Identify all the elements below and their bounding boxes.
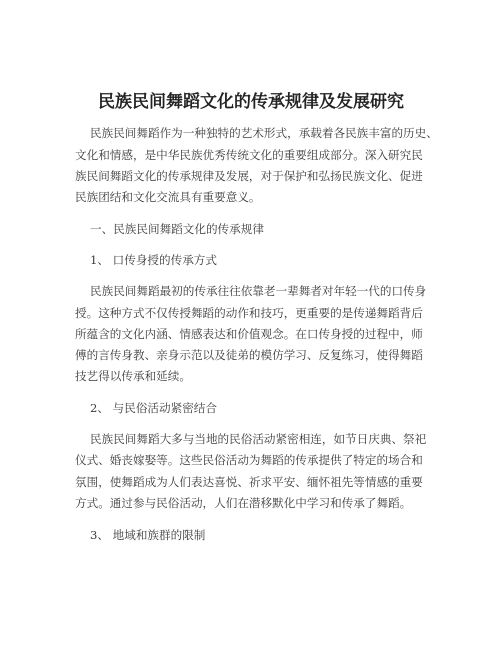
paragraph-line: 民族民间舞蹈最初的传承往往依靠老一辈舞者对年轻一代的口传身 [90,284,427,298]
paragraph-line: 授。这种方式不仅传授舞蹈的动作和技巧，更重要的是传递舞蹈背后 [75,306,423,320]
paragraph-line: 民族民间舞蹈大多与当地的民俗活动紧密相连，如节日庆典、祭祀 [90,432,427,446]
paragraph-line: 仪式、婚丧嫁娶等。这些民俗活动为舞蹈的传承提供了特定的场合和 [75,453,423,467]
paragraph-line: 方式。通过参与民俗活动，人们在潜移默化中学习和传承了舞蹈。 [75,496,412,510]
section-heading: 一、民族民间舞蹈文化的传承规律 [90,222,264,236]
intro-line: 文化和情感，是中华民族优秀传统文化的重要组成部分。深入研究民 [75,148,423,162]
intro-line: 民族民间舞蹈作为一种独特的艺术形式，承载着各民族丰富的历史、 [90,126,438,140]
subsection-heading: 3、 地域和族群的限制 [90,528,206,542]
paragraph-line: 所蕴含的文化内涵、情感表达和价值观念。在口传身授的过程中，师 [75,327,423,341]
paragraph-line: 氛围，使舞蹈成为人们表达喜悦、祈求平安、缅怀祖先等情感的重要 [75,475,423,489]
intro-line: 族民间舞蹈文化的传承规律及发展，对于保护和弘扬民族文化、促进 [75,169,423,183]
paragraph-line: 技艺得以传承和延续。 [75,369,191,383]
subsection-heading: 2、 与民俗活动紧密结合 [90,401,217,415]
subsection-heading: 1、 口传身授的传承方式 [90,253,217,267]
intro-line: 民族团结和文化交流具有重要意义。 [75,190,261,204]
document-title: 民族民间舞蹈文化的传承规律及发展研究 [98,92,404,112]
paragraph-line: 傅的言传身教、亲身示范以及徒弟的模仿学习、反复练习，使得舞蹈 [75,348,423,362]
